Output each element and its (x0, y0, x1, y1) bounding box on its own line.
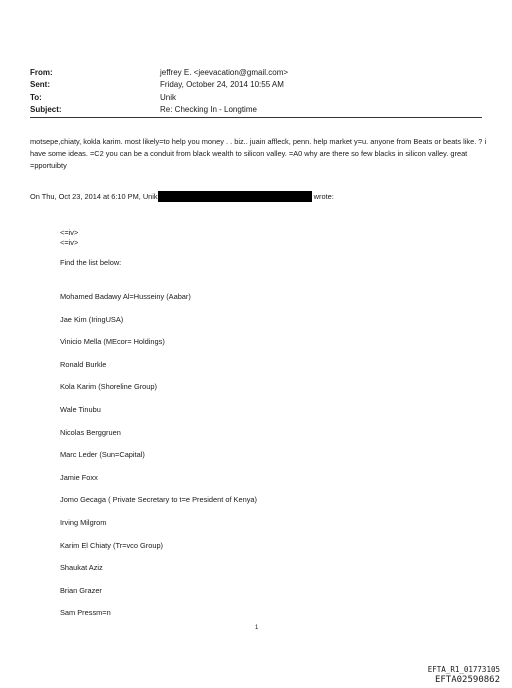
from-row (30, 66, 288, 79)
redaction-bar (158, 191, 312, 202)
quote-intro: On Thu, Oct 23, 2014 at 6:10 PM, Unik (30, 192, 158, 201)
list-item: Marc Leder (Sun=Capital) (60, 450, 145, 460)
list-item: Karim El Chiaty (Tr=vco Group) (60, 540, 164, 550)
sent-label: Sent: (30, 80, 50, 90)
from-value: jeffrey E. <jeevacation@gmail.com> (160, 67, 289, 77)
list-item: Jae Kim (IringUSA) (60, 314, 124, 324)
quote-wrote: wrote: (313, 192, 334, 201)
to-row (30, 91, 288, 104)
header-divider (30, 117, 482, 118)
sent-value: Friday, October 24, 2014 10:55 AM (160, 80, 284, 90)
list-item: Irving Milgrom (60, 517, 107, 527)
to-value: Unik (160, 92, 177, 102)
bates-line-1: EFTA_R1_01773105 (427, 665, 500, 674)
div-marker-2: <=iv> (60, 238, 79, 247)
list-item: Vinicio Mella (MEcor= Holdings) (60, 337, 165, 347)
page-number: 1 (255, 625, 259, 631)
find-list-text: Find the list below: (60, 258, 122, 267)
list-item: Wale Tinubu (60, 404, 101, 414)
bates-line-2: EFTA02590862 (434, 675, 500, 685)
list-item: Sam Pressm=n (60, 608, 111, 618)
subject-row (30, 104, 288, 117)
quote-attribution (30, 191, 334, 202)
to-label: To: (30, 92, 42, 102)
div-marker-1: <=iv> (60, 228, 79, 237)
subject-label: Subject: (30, 105, 62, 115)
list-item: Nicolas Berggruen (60, 427, 121, 437)
bates-stamp (428, 664, 500, 686)
from-label: From: (30, 67, 53, 77)
list-item: Ronald Burkle (60, 359, 107, 369)
list-item: Mohamed Badawy Al=Husseiny (Aabar) (60, 292, 191, 301)
sent-row (30, 79, 288, 92)
subject-value: Re: Checking In - Longtime (160, 105, 257, 115)
list-item: Brian Grazer (60, 585, 102, 595)
names-list (60, 290, 257, 629)
email-header (30, 66, 288, 116)
list-item: Jamie Foxx (60, 472, 98, 482)
list-item: Shaukat Aziz (60, 563, 103, 573)
list-item: Jomo Gecaga ( Private Secretary to t=e President of Kenya) (60, 495, 257, 505)
message-body: motsepe,chiaty, kokla karim. most likely=to help you money . . biz.. juain affleck, penn. help market y=u. anyone from Beats or beats like. ? i have some ideas. =C2 you can be a conduit from black wealth to silicon valley. =A0 why are there so few blacks in silicon valley. great =pportuibty (30, 137, 487, 170)
list-item: Kola Karim (Shoreline Group) (60, 382, 157, 392)
